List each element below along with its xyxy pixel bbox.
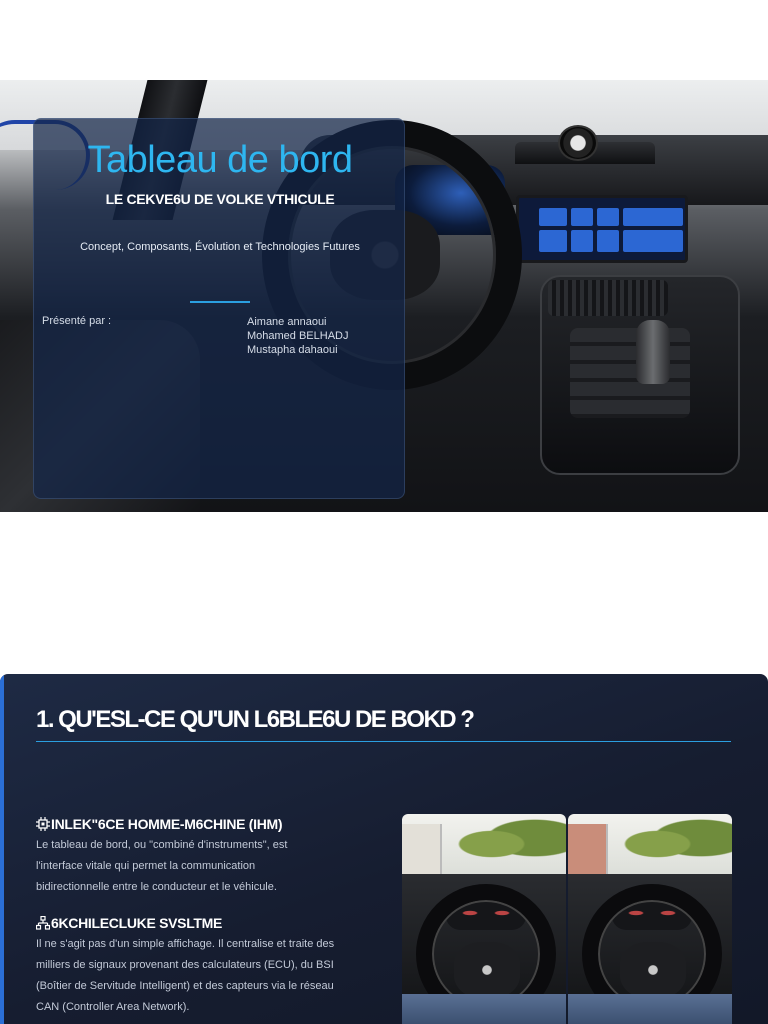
slide-title: Tableau de bord — [87, 139, 353, 181]
console-buttons — [570, 328, 690, 418]
gear-lever — [636, 320, 670, 384]
title-divider — [190, 301, 250, 303]
slide-subtitle: LE CEKVE6U DE VOLKE VTHICULE — [105, 191, 335, 207]
body-line: Le tableau de bord, ou "combiné d'instruments", est — [36, 839, 288, 851]
section-heading: 1. QU'ESL-CE QU'UN L6BLE6U DE BOKD ? — [36, 706, 474, 733]
section-title-architecture — [36, 915, 222, 931]
section-body-architecture — [36, 934, 366, 1018]
body-line: milliers de signaux provenant des calculateurs (ECU), du BSI — [36, 959, 334, 971]
presented-by-label: Présenté par : — [42, 315, 112, 327]
steering-wheel-photo — [568, 814, 732, 1024]
author-name: Mohamed BELHADJ — [247, 330, 349, 342]
body-line: bidirectionnelle entre le conducteur et le véhicule. — [36, 881, 277, 893]
chip-icon — [36, 817, 50, 831]
section-title-text: INLEK"6CE HOMME-M6CHINE (IHM) — [51, 816, 283, 832]
body-line: (Boîtier de Servitude Intelligent) et des capteurs via le réseau — [36, 980, 334, 992]
infotainment-screen — [516, 195, 688, 263]
author-name: Mustapha dahaoui — [247, 344, 338, 356]
author-list — [247, 315, 349, 357]
body-line: Il ne s'agit pas d'un simple affichage. Il centralise et traite des — [36, 938, 335, 950]
section-title-text: 6KCHILECLUKE SVSLTME — [51, 915, 223, 931]
section-title-hmi — [36, 816, 282, 832]
body-line: l'interface vitale qui permet la communication — [36, 860, 256, 872]
section-body-hmi — [36, 835, 366, 898]
title-slide — [0, 80, 768, 512]
heading-rule — [36, 741, 731, 742]
steering-wheel-photo — [402, 814, 566, 1024]
slide-tagline: Concept, Composants, Évolution et Technologies Futures — [80, 241, 360, 253]
slide-accent-bar — [0, 674, 4, 1024]
analog-clock — [558, 125, 598, 161]
network-icon — [36, 916, 50, 930]
title-card — [33, 118, 405, 499]
author-name: Aimane annaoui — [247, 316, 327, 328]
air-vent — [548, 280, 668, 316]
definition-slide — [0, 674, 768, 1024]
body-line: CAN (Controller Area Network). — [36, 1001, 190, 1013]
